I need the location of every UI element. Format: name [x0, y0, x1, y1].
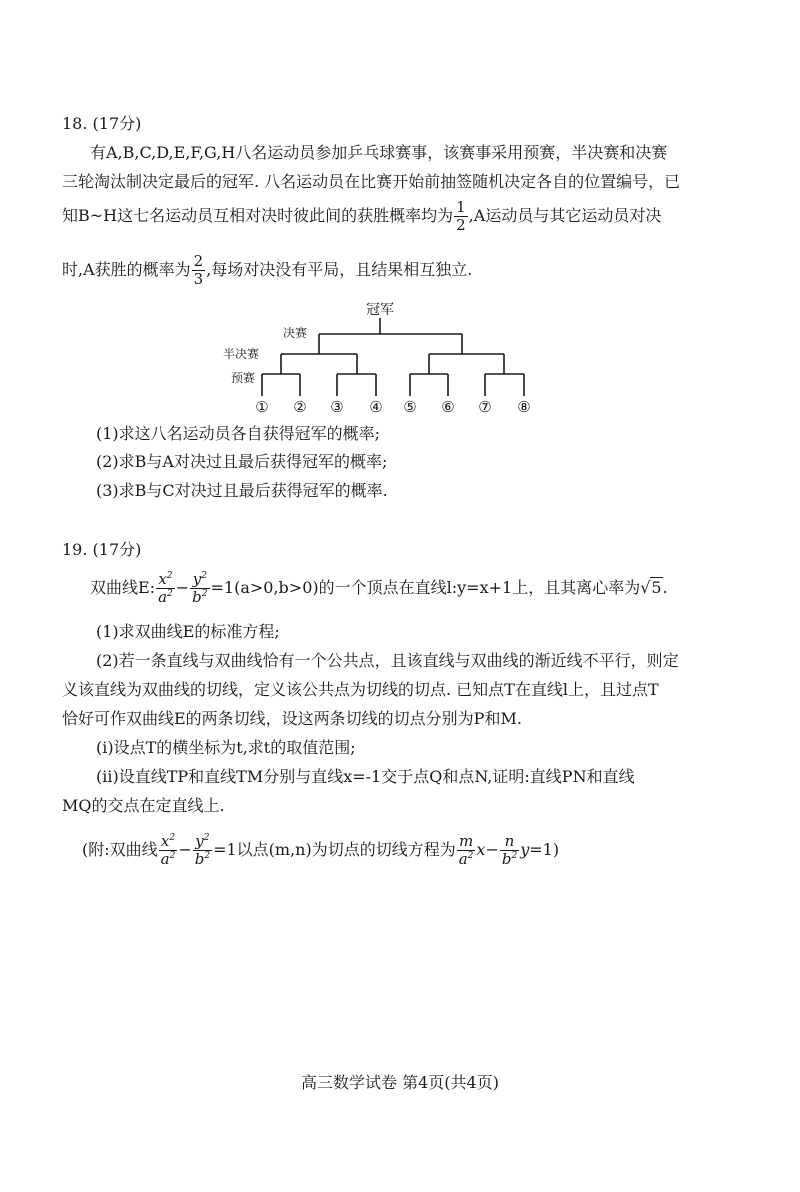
- q18-paragraph-line-2: 三轮淘汰制决定最后的冠军. 八名运动员在比赛开始前抽签随机决定各自的位置编号，已: [62, 172, 681, 191]
- q18-line4-text-b: ,每场对决没有平局，且结果相互独立.: [206, 260, 473, 279]
- bracket-seat-7: ⑦: [478, 400, 492, 416]
- q19-line1-text-b: =1(a>0,b>0)的一个顶点在直线l:y=x+1上，且其离心率为: [210, 578, 641, 597]
- q18-line4-text-a: 时,A获胜的概率为: [62, 260, 191, 279]
- q19-subquestion-2-ii-line-1: (ii)设直线TP和直线TM分别与直线x=-1交于点Q和点N,证明:直线PN和直线: [96, 767, 635, 786]
- q19-line1-text-d: .: [662, 578, 668, 597]
- fraction-denominator: $a^2$: [160, 850, 176, 868]
- fraction-denominator: $b^2$: [501, 850, 518, 868]
- fraction-numerator: $x^2$: [159, 833, 178, 851]
- bracket-label-semi: 半决赛: [222, 347, 259, 361]
- fraction-x2-over-a2: [156, 571, 175, 606]
- fraction-denominator: $b^2$: [194, 850, 211, 868]
- bracket-seat-2: ②: [293, 400, 307, 416]
- q19-subquestion-2-line-2: 义该直线为双曲线的切线，定义该公共点为切线的切点. 已知点T在直线l上，且过点T: [62, 680, 659, 699]
- fraction-two-thirds: [192, 253, 206, 288]
- fraction-numerator: $y^2$: [193, 833, 212, 851]
- fraction-denominator: $b^2$: [192, 588, 208, 606]
- bracket-label-final: 决赛: [282, 326, 307, 340]
- q19-note-text-b: =1以点(m,n)为切点的切线方程为: [213, 840, 456, 859]
- q18-subquestion-1: (1)求这八名运动员各自获得冠军的概率;: [96, 424, 381, 443]
- fraction-denominator: 3: [193, 270, 204, 288]
- q18-line3-text-b: ,A运动员与其它运动员对决: [468, 206, 662, 225]
- q18-header: 18. (17分): [62, 114, 142, 133]
- fraction-n-over-b2: [500, 833, 519, 868]
- q18-paragraph-line-3: [62, 196, 661, 236]
- q19-subquestion-2-ii-line-2: MQ的交点在定直线上.: [62, 796, 225, 815]
- q19-subquestion-2-line-1: (2)若一条直线与双曲线恰有一个公共点，且该直线与双曲线的渐近线不平行，则定: [96, 651, 679, 670]
- q19-subquestion-2-i: (i)设点T的横坐标为t,求t的取值范围;: [96, 738, 356, 757]
- q18-paragraph-line-1: 有A,B,C,D,E,F,G,H八名运动员参加乒乓球赛事，该赛事采用预赛，半决赛和决赛: [90, 143, 668, 162]
- q18-subquestion-3: (3)求B与C对决过且最后获得冠军的概率.: [96, 481, 388, 500]
- bracket-seat-1: ①: [255, 400, 269, 416]
- q19-note-text-c: =1): [529, 840, 560, 859]
- bracket-labels: [223, 302, 531, 416]
- bracket-label-prelim: 预赛: [230, 371, 255, 385]
- fraction-numerator: 2: [193, 252, 204, 270]
- q19-line1-text-a: 双曲线E:: [90, 578, 156, 597]
- q19-header: 19. (17分): [62, 540, 142, 559]
- q19-paragraph-line-1: 双曲线E: $\frac{x^2}{a^2}$ − $\frac{y^2}{b^2}$ =1(a>0,b>0)的一个顶点在直线l:y=x+1上，且其离心率为√5.: [90, 570, 668, 606]
- fraction-numerator: 1: [456, 198, 466, 216]
- sqrt-radicand: 5: [651, 578, 662, 597]
- q18-line3-text-a: 知B~H这七名运动员互相对决时彼此间的获胜概率均为: [62, 206, 454, 225]
- q18-paragraph-line-4: [62, 250, 472, 290]
- fraction-numerator: $y^2$: [190, 571, 209, 589]
- page-footer: 高三数学试卷 第4页(共4页): [301, 1073, 499, 1092]
- sqrt-five: √5: [640, 578, 662, 597]
- fraction-numerator: n: [500, 833, 519, 851]
- fraction-denominator: 2: [456, 216, 466, 234]
- q19-subquestion-1: (1)求双曲线E的标准方程;: [96, 622, 280, 641]
- fraction-numerator: $x^2$: [156, 571, 175, 589]
- bracket-seat-8: ⑧: [517, 400, 531, 416]
- fraction-numerator: m: [457, 833, 476, 851]
- bracket-seat-3: ③: [330, 400, 344, 416]
- q19-subquestion-2-line-3: 恰好可作双曲线E的两条切线，设这两条切线的切点分别为P和M.: [62, 709, 522, 728]
- bracket-seat-4: ④: [369, 400, 383, 416]
- fraction-y2-over-b2: [190, 571, 209, 606]
- fraction-x2-over-a2: [159, 833, 178, 868]
- math-y: y: [520, 840, 530, 859]
- bracket-seat-5: ⑤: [403, 400, 417, 416]
- fraction-one-half: [454, 199, 468, 234]
- math-x: x: [476, 840, 486, 859]
- fraction-denominator: $a^2$: [158, 588, 173, 606]
- q18-subquestion-2: (2)求B与A对决过且最后获得冠军的概率;: [96, 452, 388, 471]
- fraction-m-over-a2: [457, 833, 476, 868]
- fraction-denominator: $a^2$: [458, 850, 474, 868]
- bracket-seat-6: ⑥: [441, 400, 455, 416]
- q19-appendix-note: (附:双曲线 $\frac{x^2}{a^2}$ − $\frac{y^2}{b^2}$ =1以点(m,n)为切点的切线方程为 $\frac{m}{a^2}$ x− $\frac{n}{b^2}$ y=1): [82, 832, 560, 868]
- tournament-bracket-diagram: [215, 300, 555, 420]
- q19-note-text-a: (附:双曲线: [82, 840, 158, 859]
- bracket-label-champion: 冠军: [366, 303, 394, 318]
- fraction-y2-over-b2: [193, 833, 212, 868]
